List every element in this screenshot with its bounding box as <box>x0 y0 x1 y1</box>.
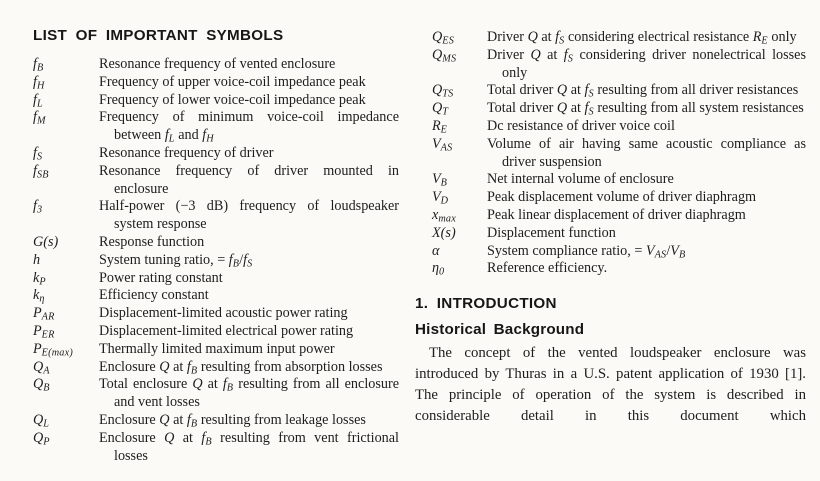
symbol-description: Total driver Q at $f_S$ resulting from all driver resistances <box>487 82 799 100</box>
symbol-description: Frequency of lower voice-coil impedance peak <box>99 91 366 108</box>
symbol: $V_{AS}$ <box>432 135 453 154</box>
symbol-row <box>33 270 399 288</box>
symbol-row <box>33 109 399 145</box>
symbol-row <box>415 136 806 172</box>
introduction-section-heading: 1. INTRODUCTION <box>415 295 557 313</box>
symbol: $Q_A$ <box>33 358 50 376</box>
right-column <box>415 26 806 481</box>
symbol: α <box>432 242 440 259</box>
symbol-row <box>415 82 806 100</box>
symbol-row <box>33 56 399 74</box>
symbols-list-heading: LIST OF IMPORTANT SYMBOLS <box>33 27 284 44</box>
symbol-list-left <box>33 56 399 465</box>
symbol-row <box>33 92 399 110</box>
symbol-description: Thermally limited maximum input power <box>99 340 335 357</box>
symbol: $Q_{ES}$ <box>432 29 455 47</box>
symbol: $P_{AR}$ <box>33 305 55 323</box>
symbol-description: Total driver Q at $f_S$ resulting from all system resistances <box>487 100 804 118</box>
symbol: $k_P$ <box>33 269 46 288</box>
symbol-description: Enclosure Q at $f_B$ resulting from leakage losses <box>99 411 366 430</box>
symbol-description: Frequency of minimum voice-coil impedance between $f_L$ and $f_H$ <box>99 109 399 145</box>
symbol-description: Frequency of upper voice-coil impedance peak <box>99 73 366 90</box>
symbol-description: Reference efficiency. <box>487 260 608 277</box>
symbol-row <box>33 74 399 92</box>
symbol: $k_\eta$ <box>33 287 45 305</box>
symbol-description: Resonance frequency of driver <box>99 144 274 161</box>
symbol-row <box>33 163 399 199</box>
symbol-row <box>33 252 399 270</box>
symbol-row <box>415 47 806 83</box>
symbol-row <box>415 29 806 47</box>
symbol-description: Resonance frequency of vented enclosure <box>99 56 336 72</box>
symbol: $f_B$ <box>33 56 44 74</box>
symbol-description: System compliance ratio, = $V_{AS}/V_B$ <box>487 242 686 261</box>
symbol-description: Enclosure Q at $f_B$ resulting from absorption losses <box>99 358 383 376</box>
symbol-row <box>415 171 806 189</box>
symbol-row <box>33 412 399 430</box>
symbol: $P_{ER}$ <box>33 322 55 341</box>
symbol: $Q_L$ <box>33 411 50 430</box>
symbol-description: Peak linear displacement of driver diaphragm <box>487 206 746 223</box>
symbol-description: Power rating constant <box>99 269 223 286</box>
symbol-row <box>33 305 399 323</box>
symbol-row <box>415 207 806 225</box>
symbol-description: Displacement-limited electrical power rating <box>99 322 354 339</box>
symbol-description: Total enclosure Q at $f_B$ resulting from all enclosure and vent losses <box>99 376 399 411</box>
symbol-row <box>33 430 399 466</box>
symbol-description: Dc resistance of driver voice coil <box>487 117 675 134</box>
symbol-row <box>415 243 806 261</box>
left-column <box>33 26 399 481</box>
symbol-list-right <box>415 29 806 278</box>
symbol: X(s) <box>432 224 456 241</box>
symbol: $V_D$ <box>432 189 449 207</box>
symbol-row <box>33 341 399 359</box>
symbol-row <box>33 376 399 412</box>
symbol-description: Displacement function <box>487 224 616 241</box>
symbol: $x_{max}$ <box>432 206 456 225</box>
symbol-description: Response function <box>99 233 205 250</box>
symbol-row <box>33 287 399 305</box>
historical-background-heading: Historical Background <box>415 321 585 339</box>
symbol-row <box>33 359 399 377</box>
symbol: $R_E$ <box>432 117 448 136</box>
symbol: $f_M$ <box>33 109 46 127</box>
symbol: $V_B$ <box>432 171 448 189</box>
symbol: $f_H$ <box>33 73 45 92</box>
symbol: $Q_B$ <box>33 376 50 394</box>
symbol-description: Peak displacement volume of driver diaphragm <box>487 189 757 206</box>
symbol: $Q_P$ <box>33 429 50 448</box>
symbol-row <box>33 234 399 252</box>
symbol: $Q_T$ <box>432 100 449 118</box>
symbol-row <box>415 260 806 278</box>
symbol-description: Resonance frequency of driver mounted in enclosure <box>99 162 399 197</box>
symbol-description: Enclosure Q at $f_B$ resulting from vent frictional losses <box>99 429 399 464</box>
symbol: $f_3$ <box>33 198 43 216</box>
symbol-row <box>415 189 806 207</box>
symbol: $\eta_0$ <box>432 260 445 278</box>
symbol-row <box>415 118 806 136</box>
symbol-description: Net internal volume of enclosure <box>487 171 674 188</box>
symbol-row <box>33 198 399 234</box>
symbol-row <box>33 323 399 341</box>
symbol-description: Displacement-limited acoustic power rating <box>99 305 348 322</box>
symbol: $f_{SB}$ <box>33 162 49 181</box>
symbol: $Q_{MS}$ <box>432 46 457 65</box>
symbol-description: Efficiency constant <box>99 287 209 304</box>
introduction-paragraph: The concept of the vented loudspeaker enclosure was introduced by Thuras in a U.S. patent application of 1930 [1]. The principle of operation of the system is described in considerable detail in this document which <box>415 345 806 425</box>
symbol-description: Driver Q at $f_S$ considering driver nonelectrical losses only <box>487 46 806 81</box>
symbol-description: Volume of air having same acoustic compliance as driver suspension <box>487 135 806 170</box>
symbol-description: System tuning ratio, = $f_B/f_S$ <box>99 251 253 270</box>
symbol: $f_L$ <box>33 91 43 110</box>
symbol-description: Half-power (−3 dB) frequency of loudspeaker system response <box>99 198 399 233</box>
symbol-row <box>415 100 806 118</box>
symbol: $f_S$ <box>33 144 43 163</box>
symbol: $Q_{TS}$ <box>432 82 454 100</box>
symbol: $P_{E(max)}$ <box>33 340 73 359</box>
symbol-row <box>33 145 399 163</box>
symbol-row <box>415 225 806 243</box>
symbol-description: Driver Q at $f_S$ considering electrical resistance $R_E$ only <box>487 29 797 47</box>
symbol: G(s) <box>33 233 59 250</box>
symbol: h <box>33 251 41 268</box>
